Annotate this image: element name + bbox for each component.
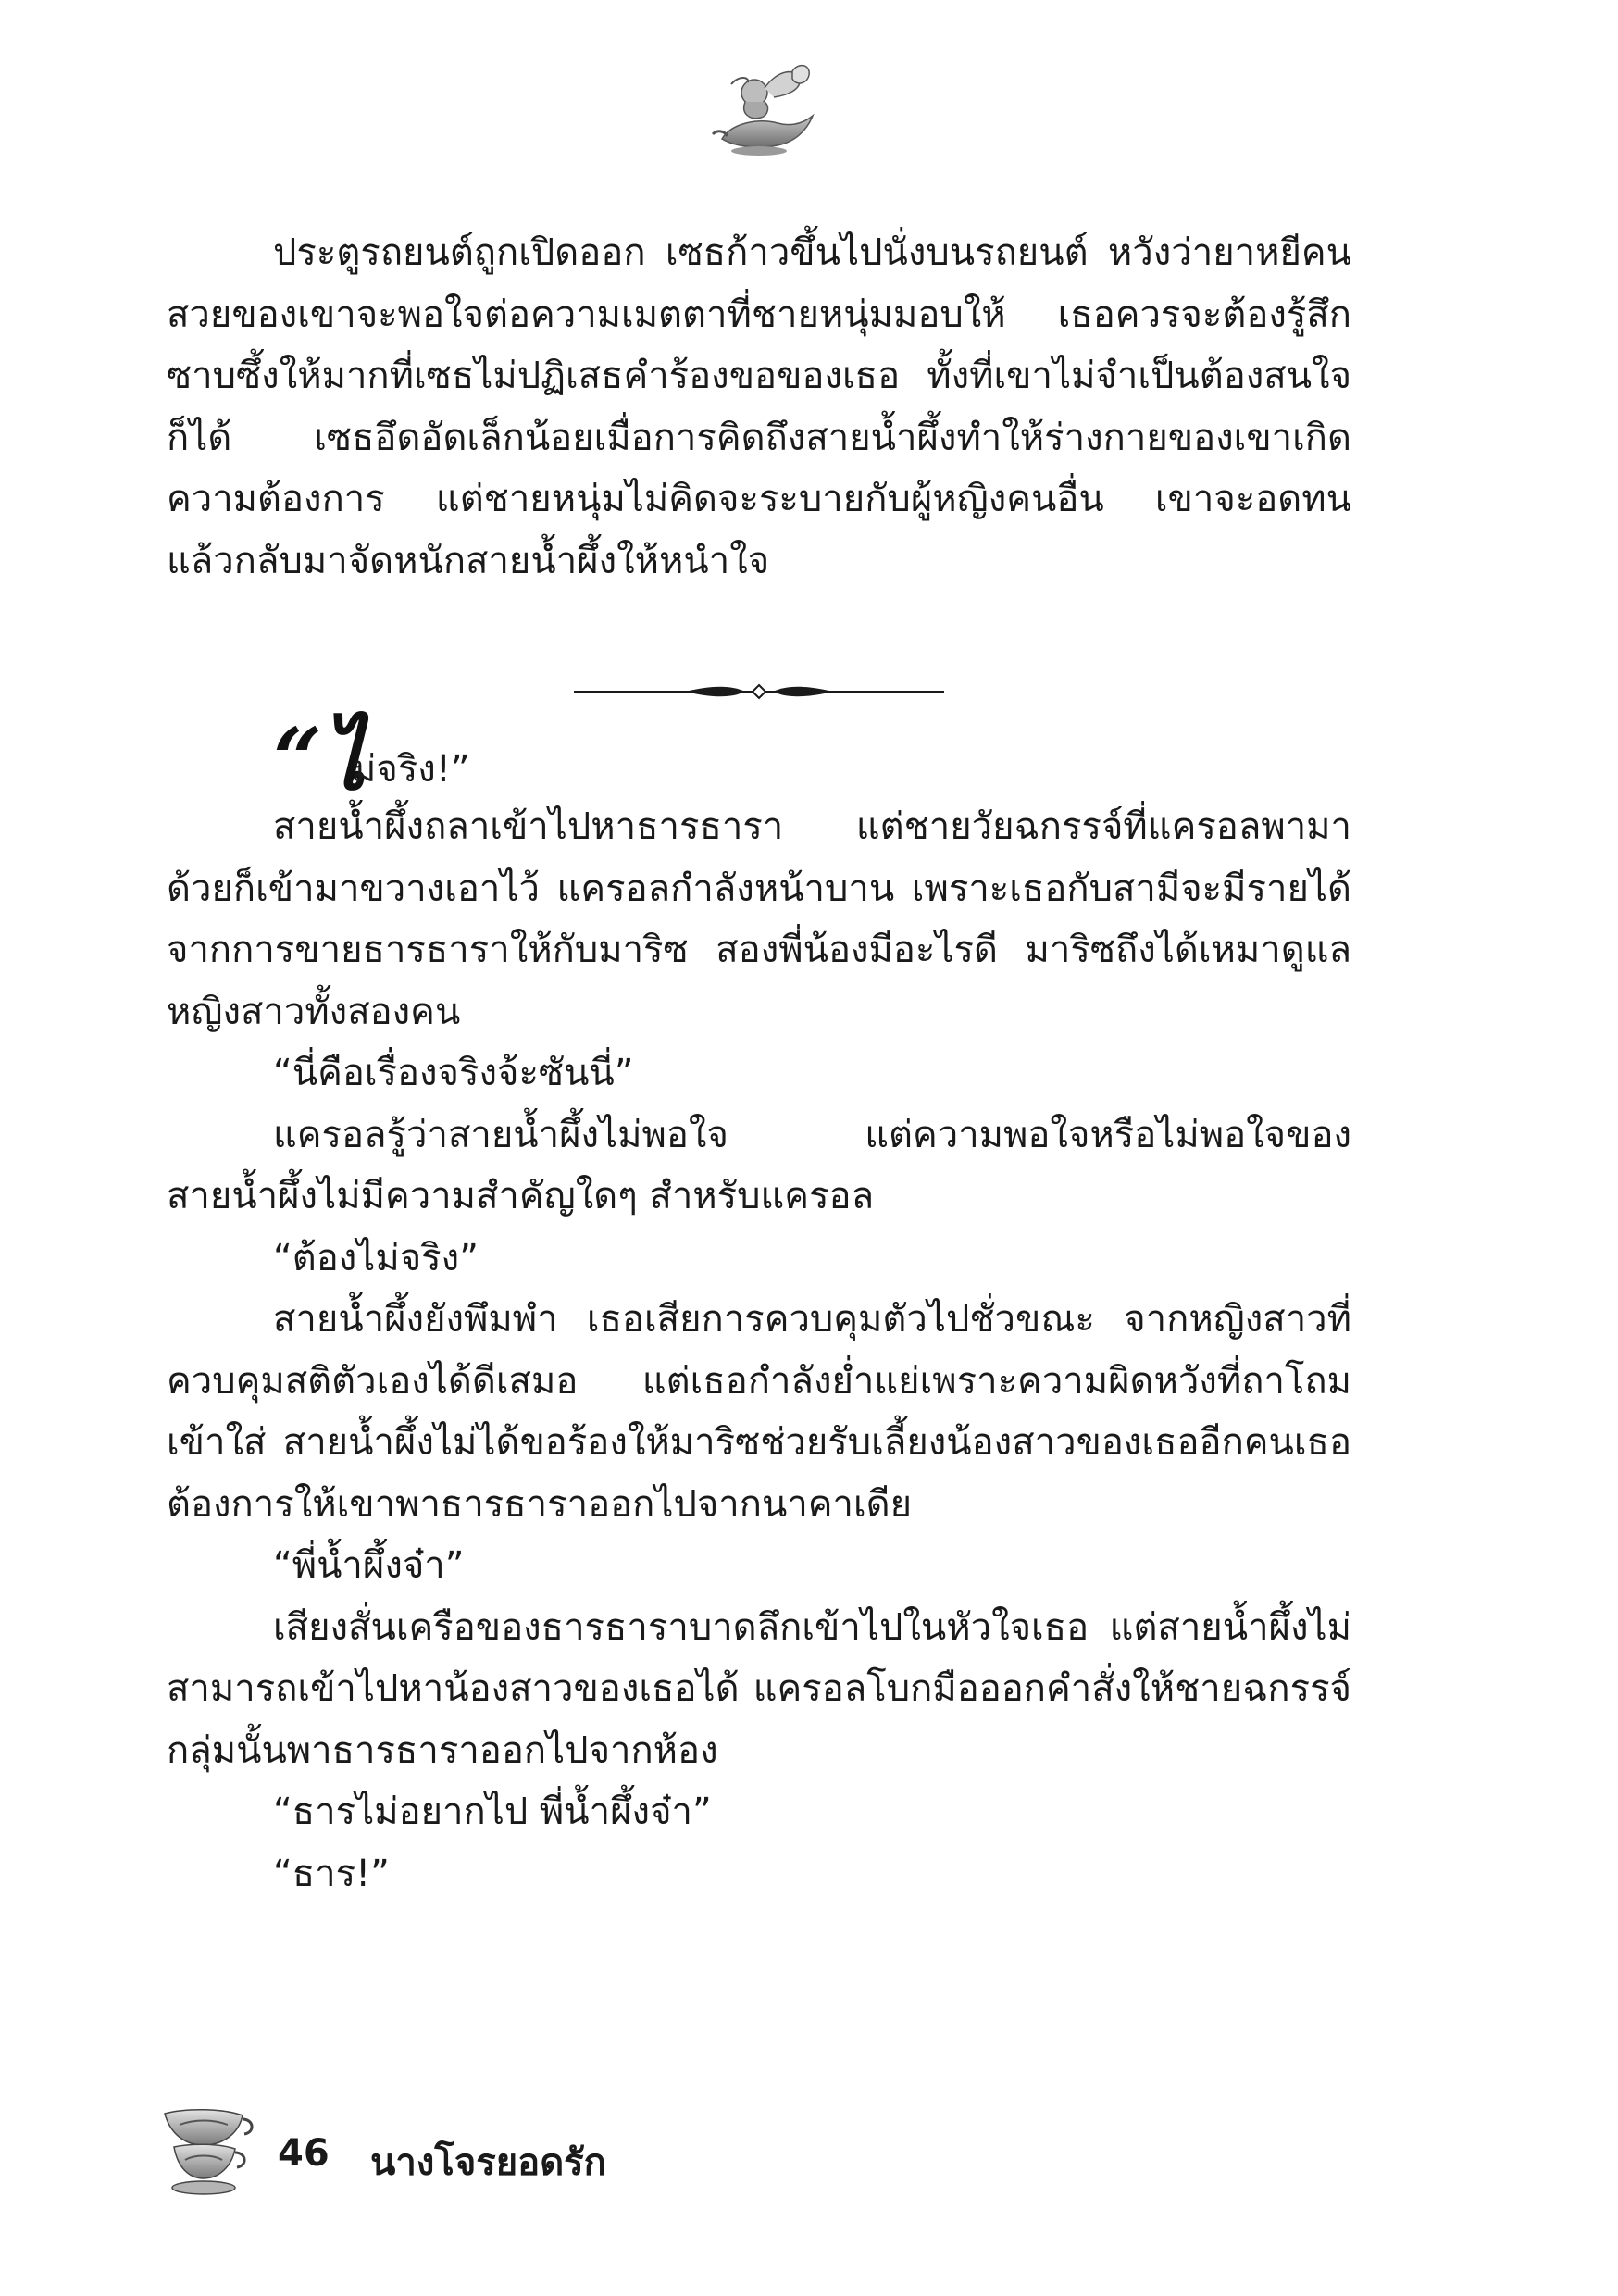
paragraph-block-2 [167,709,1351,1904]
dialogue-line: “พี่น้ำผึ้งจ๋า” [273,1544,465,1587]
body-paragraph: แครอลรู้ว่าสายน้ำผึ้งไม่พอใจ แต่ความพอใจหรือไม่พอใจของสายน้ำผึ้งไม่มีความสำคัญใดๆ สำหรับแครอล [167,1113,1351,1217]
body-paragraph: ประตูรถยนต์ถูกเปิดออก เซธก้าวขึ้นไปนั่งบนรถยนต์ หวังว่ายาหยีคนสวยของเขาจะพอใจต่อความเมตตาที่ชายหนุ่มมอบให้ เธอควรจะต้องรู้สึกซาบซึ้งให้มากที่เซธไม่ปฏิเสธคำร้องขอของเธอ ทั้งที่เขาไม่จำเป็นต้องสนใจก็ได้ เซธอึดอัดเล็กน้อยเมื่อการคิดถึงสายน้ำผึ้งทำให้ร่างกายของเขาเกิดความต้องการ แต่ชายหนุ่มไม่คิดจะระบายกับผู้หญิงคนอื่น เขาจะอดทนแล้วกลับมาจัดหนักสายน้ำผึ้งให้หนำใจ [167,231,1351,582]
page-number: 46 [278,2132,330,2175]
page-footer [148,2106,796,2199]
book-title: นางโจรยอดรัก [370,2141,606,2184]
dropcap-line [167,709,1351,809]
teapot-cupid-ornament-icon [703,51,824,162]
stacked-teacups-icon [157,2106,259,2199]
body-paragraph: สายน้ำผึ้งถลาเข้าไปหาธารธารา แต่ชายวัยฉกรรจ์ที่แครอลพามาด้วยก็เข้ามาขวางเอาไว้ แครอลกำลังหน้าบาน เพราะเธอกับสามีจะมีรายได้จากการขายธารธาราให้กับมาริซ สองพี่น้องมีอะไรดี มาริซถึงได้เหมาดูแลหญิงสาวทั้งสองคน [167,805,1351,1033]
dialogue-line: “นี่คือเรื่องจริงจ้ะซันนี่” [273,1052,634,1094]
dialogue-line: “ต้องไม่จริง” [273,1236,479,1279]
scene-divider-flourish [574,678,944,705]
dialogue-line: “ธารไม่อยากไป พี่น้ำผึ้งจ๋า” [273,1791,712,1833]
drop-cap-rest: ม่จริง!” [352,748,470,791]
dialogue-line: “ธาร!” [273,1852,390,1895]
body-paragraph: เสียงสั่นเครือของธารธาราบาดลึกเข้าไปในหัวใจเธอ แต่สายน้ำผึ้งไม่สามารถเข้าไปหาน้องสาวของเธอได้ แครอลโบกมือออกคำสั่งให้ชายฉกรรจ์กลุ่มนั้นพาธารธาราออกไปจากห้อง [167,1605,1351,1772]
paragraph-block-1 [167,222,1351,592]
drop-cap: “ไ [273,709,366,809]
body-paragraph: สายน้ำผึ้งยังพึมพำ เธอเสียการควบคุมตัวไปชั่วขณะ จากหญิงสาวที่ควบคุมสติตัวเองได้ดีเสมอ แต่เธอกำลังย่ำแย่เพราะความผิดหวังที่ถาโถมเข้าใส่ สายน้ำผึ้งไม่ได้ขอร้องให้มาริซช่วยรับเลี้ยงน้องสาวของเธออีกคนเธอต้องการให้เขาพาธารธาราออกไปจากนาคาเดีย [167,1298,1351,1526]
